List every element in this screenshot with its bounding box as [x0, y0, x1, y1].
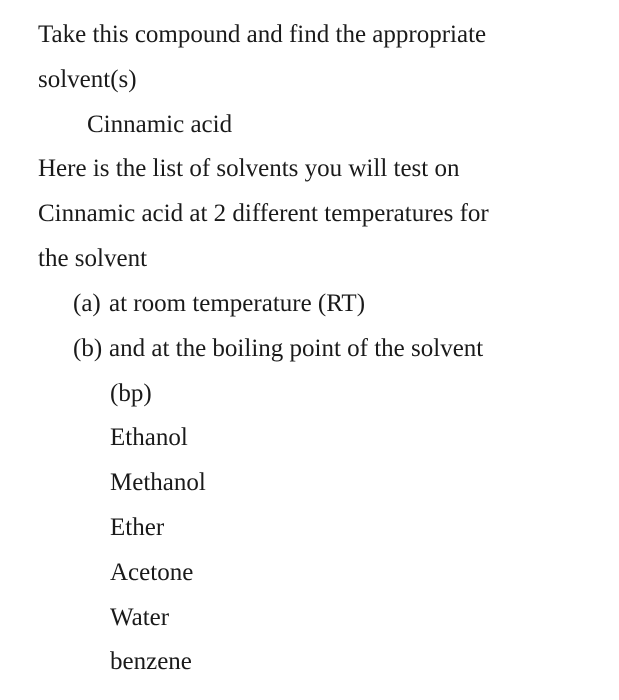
condition-b [73, 334, 483, 364]
solvent-item: benzene [110, 648, 192, 675]
solvent-item: Ethanol [110, 424, 188, 451]
condition-b-continuation: (bp) [110, 380, 152, 407]
solvent-item: Methanol [110, 469, 206, 496]
compound-name: Cinnamic acid [87, 111, 233, 138]
condition-b-text: and at the boiling point of the solvent [109, 335, 484, 362]
condition-b-marker: (b) [73, 335, 103, 362]
list-intro-line-1: Here is the list of solvents you will test on [38, 155, 460, 182]
condition-a-text: at room temperature (RT) [109, 290, 366, 317]
intro-line-1: Take this compound and find the appropriate [38, 21, 487, 48]
solvent-item: Ether [110, 514, 165, 541]
condition-a-marker: (a) [73, 290, 101, 317]
solvent-item: Water [110, 604, 170, 631]
solvent-item: Acetone [110, 559, 194, 586]
list-intro-line-3: the solvent [38, 245, 148, 272]
list-intro-line-2: Cinnamic acid at 2 different temperatures for [38, 200, 489, 227]
condition-a [73, 289, 365, 319]
intro-line-2: solvent(s) [38, 66, 137, 93]
